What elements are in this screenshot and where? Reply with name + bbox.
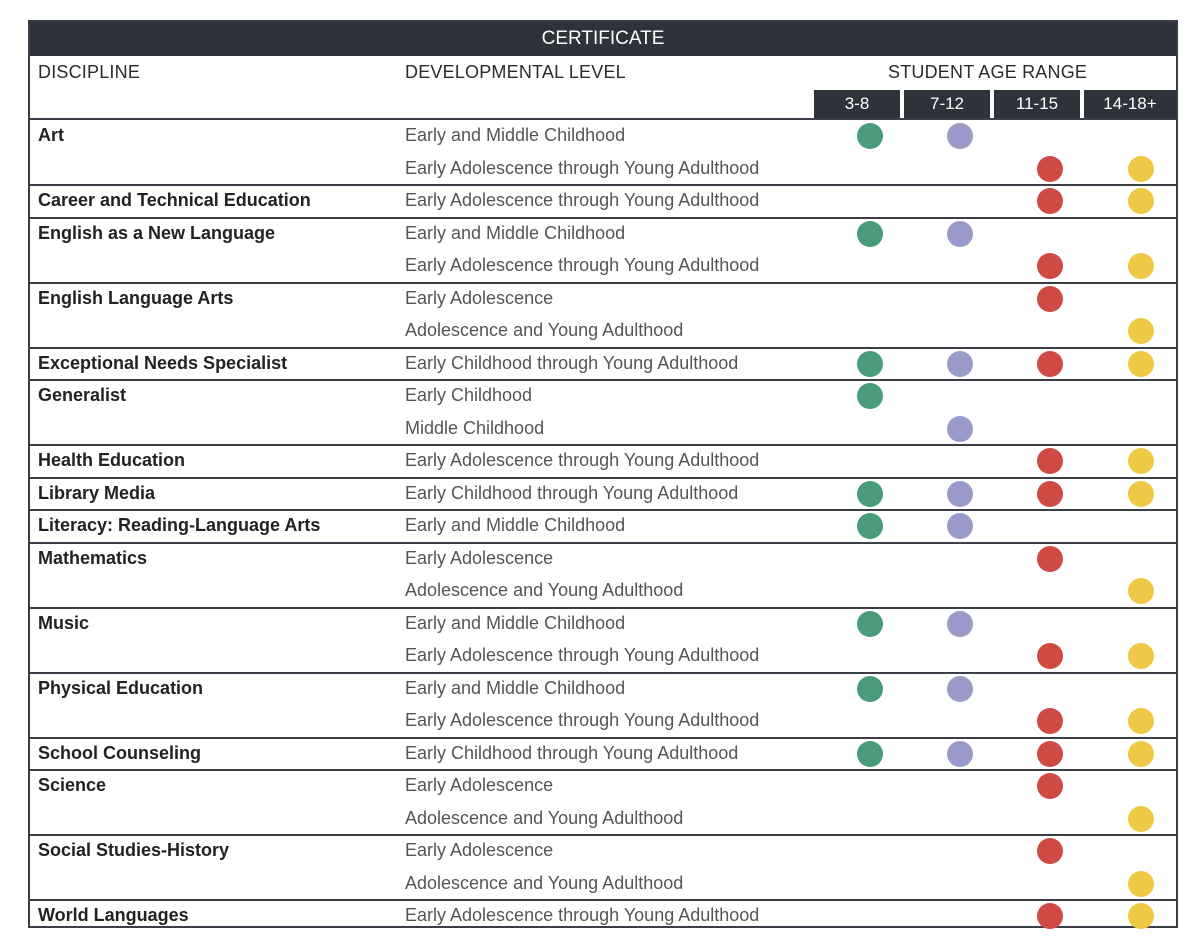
developmental-level: Early and Middle Childhood [405,125,626,145]
developmental-level: Early and Middle Childhood [405,612,626,633]
age-dot-11-15 [1037,741,1063,767]
developmental-level: Early Adolescence through Young Adulthood [405,255,760,275]
age-dot-11-15 [1037,156,1063,182]
age-dot-3-8 [857,351,883,377]
discipline-name: Literacy: Reading-Language Arts [38,515,321,535]
discipline-name: Mathematics [38,547,148,568]
developmental-level: Early Adolescence [405,775,554,795]
age-dot-3-8 [857,383,883,409]
developmental-level: Early Adolescence through Young Adulthood [405,157,760,178]
discipline-name: Music [38,612,90,633]
row-divider [30,184,1176,186]
age-dot-3-8 [857,676,883,702]
row-divider [30,542,1176,544]
certificate-table [28,20,1178,928]
age-dot-11-15 [1037,546,1063,572]
age-dot-3-8 [857,123,883,149]
age-column-7-12: 7-12 [904,90,990,118]
row-divider [30,217,1176,219]
developmental-level: Early Adolescence through Young Adulthood [405,710,760,730]
developmental-level: Early and Middle Childhood [405,515,626,535]
discipline-name: World Languages [38,905,189,925]
developmental-level: Early Adolescence [405,547,554,568]
table-title: CERTIFICATE [30,22,1176,56]
age-dot-14-18+ [1128,351,1154,377]
developmental-level: Early Adolescence [405,287,554,308]
age-dot-14-18+ [1128,253,1154,279]
discipline-name: Career and Technical Education [38,190,311,210]
age-dot-11-15 [1037,773,1063,799]
row-divider [30,672,1176,674]
age-dot-7-12 [947,676,973,702]
age-dot-3-8 [857,221,883,247]
age-dot-3-8 [857,611,883,637]
row-divider [30,477,1176,479]
age-dot-3-8 [857,513,883,539]
age-column-14-18: 14-18+ [1084,90,1176,118]
developmental-level: Early Childhood through Young Adulthood [405,482,739,503]
developmental-level: Adolescence and Young Adulthood [405,807,684,828]
age-dot-14-18+ [1128,156,1154,182]
row-divider [30,444,1176,446]
age-dot-14-18+ [1128,871,1154,897]
age-dot-11-15 [1037,643,1063,669]
age-dot-11-15 [1037,253,1063,279]
developmental-level: Early Childhood through Young Adulthood [405,742,739,763]
row-divider [30,769,1176,771]
age-dot-7-12 [947,351,973,377]
developmental-level: Early and Middle Childhood [405,222,626,243]
age-dot-14-18+ [1128,318,1154,344]
row-divider [30,737,1176,739]
developmental-level: Early Childhood through Young Adulthood [405,352,739,373]
developmental-level: Early Adolescence through Young Adulthood [405,645,760,665]
age-dot-7-12 [947,611,973,637]
developmental-level-header: DEVELOPMENTAL LEVEL [405,62,626,82]
age-dot-7-12 [947,123,973,149]
age-dot-11-15 [1037,448,1063,474]
row-divider [30,899,1176,901]
age-dot-14-18+ [1128,708,1154,734]
age-dot-3-8 [857,481,883,507]
discipline-name: English Language Arts [38,287,234,308]
discipline-name: English as a New Language [38,222,276,243]
age-dot-14-18+ [1128,806,1154,832]
age-dot-7-12 [947,416,973,442]
discipline-name: Art [38,125,64,145]
age-dot-11-15 [1037,351,1063,377]
developmental-level: Adolescence and Young Adulthood [405,872,684,893]
row-divider [30,379,1176,381]
age-dot-3-8 [857,741,883,767]
discipline-name: Generalist [38,385,127,405]
age-column-11-15: 11-15 [994,90,1080,118]
discipline-name: Physical Education [38,677,204,698]
age-dot-11-15 [1037,188,1063,214]
developmental-level: Early Adolescence through Young Adulthood [405,450,760,470]
age-dot-14-18+ [1128,741,1154,767]
header-divider [30,118,1176,120]
age-dot-7-12 [947,221,973,247]
age-dot-11-15 [1037,708,1063,734]
age-dot-14-18+ [1128,903,1154,929]
developmental-level: Middle Childhood [405,417,545,438]
discipline-name: Health Education [38,450,186,470]
age-dot-7-12 [947,481,973,507]
discipline-name: Exceptional Needs Specialist [38,352,288,373]
discipline-name: Science [38,775,107,795]
age-dot-14-18+ [1128,643,1154,669]
developmental-level: Early Childhood [405,385,533,405]
age-dot-11-15 [1037,481,1063,507]
row-divider [30,607,1176,609]
discipline-name: Social Studies-History [38,840,230,860]
student-age-range-header: STUDENT AGE RANGE [888,62,1088,82]
discipline-name: School Counseling [38,742,202,763]
developmental-level: Early and Middle Childhood [405,677,626,698]
age-dot-14-18+ [1128,448,1154,474]
developmental-level: Early Adolescence [405,840,554,860]
age-dot-14-18+ [1128,188,1154,214]
age-dot-14-18+ [1128,481,1154,507]
age-dot-7-12 [947,741,973,767]
age-dot-11-15 [1037,903,1063,929]
row-divider [30,282,1176,284]
row-divider [30,834,1176,836]
age-dot-11-15 [1037,838,1063,864]
developmental-level: Early Adolescence through Young Adulthood [405,190,760,210]
developmental-level: Early Adolescence through Young Adulthood [405,905,760,925]
discipline-header: DISCIPLINE [38,62,141,82]
discipline-name: Library Media [38,482,156,503]
row-divider [30,509,1176,511]
age-dot-11-15 [1037,286,1063,312]
developmental-level: Adolescence and Young Adulthood [405,580,684,600]
age-column-3-8: 3-8 [814,90,900,118]
age-dot-7-12 [947,513,973,539]
row-divider [30,347,1176,349]
age-dot-14-18+ [1128,578,1154,604]
developmental-level: Adolescence and Young Adulthood [405,320,684,340]
